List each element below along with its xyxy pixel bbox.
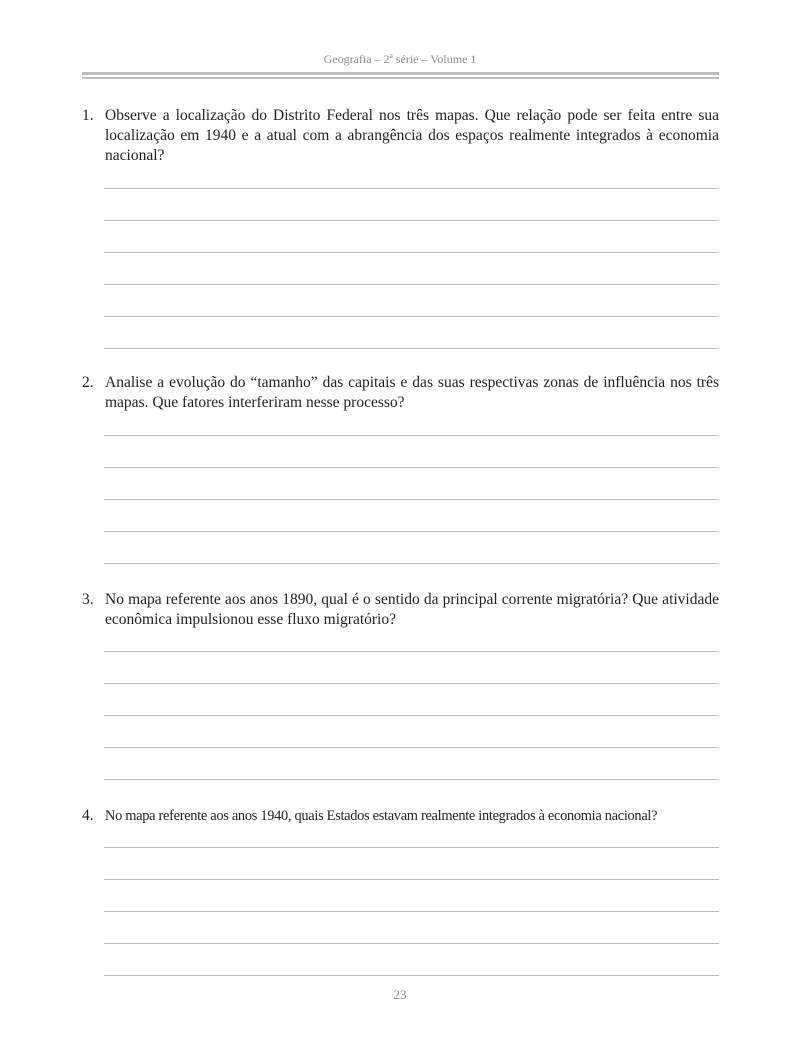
header-rule-thick (82, 72, 719, 75)
question-text: Analise a evolução do “tamanho” das capitais e das suas respectivas zonas de influência nos três mapas. Que fatores interferiram nesse processo? (105, 374, 719, 411)
answer-line[interactable] (104, 683, 719, 684)
question-4 (82, 806, 719, 826)
answer-line[interactable] (104, 435, 719, 436)
question-text: No mapa referente aos anos 1890, qual é o sentido da principal corrente migratória? Que atividade econômica impulsionou esse fluxo migratório? (105, 591, 719, 628)
answer-line[interactable] (104, 879, 719, 880)
header-rule-thin (82, 77, 719, 79)
answer-line[interactable] (104, 467, 719, 468)
question-number: 2. (82, 374, 94, 391)
answer-line[interactable] (104, 779, 719, 780)
question-number: 3. (82, 591, 94, 608)
question-number: 4. (82, 807, 94, 824)
page-number: 23 (393, 987, 407, 1002)
question-text: No mapa referente aos anos 1940, quais Estados estavam realmente integrados à economia nacional? (105, 808, 658, 824)
answer-line[interactable] (104, 911, 719, 912)
question-2 (82, 373, 719, 413)
answer-line[interactable] (104, 252, 719, 253)
question-1 (82, 106, 719, 166)
question-text: Observe a localização do Distrito Federal nos três mapas. Que relação pode ser feita entre sua localização em 1940 e a atual com a abrangência dos espaços realmente integrados à economia nacional? (105, 107, 719, 164)
running-header: Geografia – 2ª série – Volume 1 (323, 52, 477, 66)
answer-line[interactable] (104, 975, 719, 976)
answer-line[interactable] (104, 188, 719, 189)
answer-line[interactable] (104, 316, 719, 317)
question-number: 1. (82, 107, 94, 124)
question-3 (82, 590, 719, 630)
answer-line[interactable] (104, 747, 719, 748)
answer-line[interactable] (104, 563, 719, 564)
answer-line[interactable] (104, 715, 719, 716)
answer-line[interactable] (104, 220, 719, 221)
answer-line[interactable] (104, 651, 719, 652)
answer-line[interactable] (104, 284, 719, 285)
answer-line[interactable] (104, 499, 719, 500)
answer-line[interactable] (104, 943, 719, 944)
answer-line[interactable] (104, 847, 719, 848)
answer-line[interactable] (104, 531, 719, 532)
answer-line[interactable] (104, 348, 719, 349)
